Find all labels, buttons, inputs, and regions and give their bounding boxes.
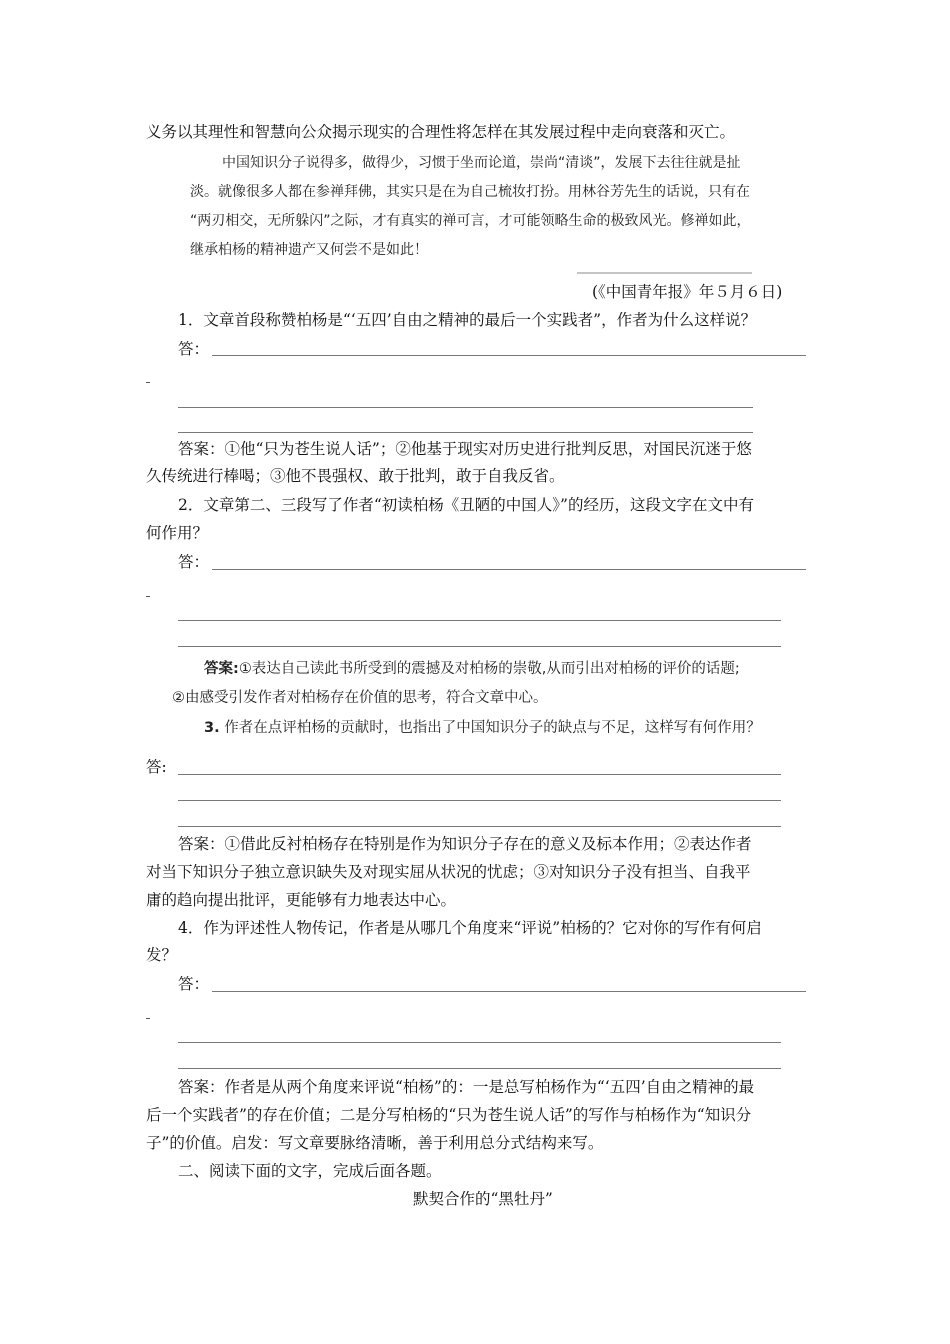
q2-question-1: 2．文章第二、三段写了作者“初读柏杨《丑陋的中国人》”的经历，这段文字在文中有 <box>178 496 754 514</box>
section2-instruction: 二、阅读下面的文字，完成后面各题。 <box>178 1162 442 1180</box>
excerpt-line-1: 中国知识分子说得多，做得少，习惯于坐而论道，崇尚“清谈”，发展下去往往就是扯 <box>222 155 741 171</box>
q2-answer-label: 答： <box>178 553 210 571</box>
q1-answer-1: 答案：①他“只为苍生说人话”；②他基于现实对历史进行批判反思，对国民沉迷于悠 <box>178 440 752 458</box>
q2-answer-line-2[interactable] <box>178 620 781 621</box>
section2-title: 默契合作的“黑牡丹” <box>413 1190 553 1208</box>
q2-answer-line-3[interactable] <box>178 646 781 647</box>
q1-answer-line-1[interactable] <box>212 355 806 356</box>
q1-answer-line-2[interactable] <box>178 407 753 408</box>
q1-answer-label: 答： <box>178 340 210 358</box>
q3-question <box>204 721 761 736</box>
excerpt-line-2: 淡。就像很多人都在参禅拜佛，其实只是在为自己梳妆打扮。用林谷芳先生的话说，只有在 <box>190 184 750 200</box>
q2-answer-line-1[interactable] <box>212 569 806 570</box>
q3-answer-label: 答: <box>146 758 167 776</box>
q4-answer-1: 答案：作者是从两个角度来评说“柏杨”的：一是总写柏杨作为“‘五四’自由之精神的最 <box>178 1078 755 1096</box>
q4-margin-dash <box>146 1018 150 1019</box>
q3-number: 3. <box>204 720 220 736</box>
excerpt-line-3: “两刃相交，无所躲闪”之际，才有真实的禅可言，才可能领略生命的极致风光。修禅如此， <box>190 213 751 229</box>
q1-question: 1．文章首段称赞柏杨是“‘五四’自由之精神的最后一个实践者”，作者为什么这样说？ <box>178 311 757 329</box>
q4-question-2: 发？ <box>146 946 178 964</box>
q1-margin-dash <box>146 382 150 383</box>
q3-answer-line-3[interactable] <box>178 826 781 827</box>
excerpt-line-4: 继承柏杨的精神遗产又何尝不是如此！ <box>190 242 428 258</box>
q4-answer-3: 子”的价值。启发：写文章要脉络清晰，善于利用总分式结构来写。 <box>146 1134 604 1152</box>
q3-answer-2: 对当下知识分子独立意识缺失及对现实屈从状况的忧虑；③对知识分子没有担当、自我平 <box>146 863 751 881</box>
q3-answer-line-2[interactable] <box>178 800 781 801</box>
q4-answer-line-3[interactable] <box>178 1068 781 1069</box>
passage-source: (《中国青年报》年５月６日) <box>592 283 783 301</box>
q1-answer-2: 久传统进行棒喝；③他不畏强权、敢于批判，敢于自我反省。 <box>146 467 565 485</box>
q2-answer-prefix: 答案: <box>204 661 239 677</box>
q4-answer-label: 答： <box>178 975 210 993</box>
q4-answer-line-1[interactable] <box>212 991 806 992</box>
q4-answer-line-2[interactable] <box>178 1042 781 1043</box>
scan-artifact <box>577 272 752 274</box>
q4-question-1: 4．作为评述性人物传记，作者是从哪几个角度来“评说”柏杨的？它对你的写作有何启 <box>178 919 762 937</box>
q3-answer-3: 庸的趋向提出批评，更能够有力地表达中心。 <box>146 891 457 909</box>
q4-answer-2: 后一个实践者”的存在价值；二是分写柏杨的“只为苍生说人话”的写作与柏杨作为“知识分 <box>146 1106 752 1124</box>
q1-answer-line-3[interactable] <box>178 432 753 433</box>
q3-question-text: 作者在点评柏杨的贡献时，也指出了中国知识分子的缺点与不足，这样写有何作用？ <box>219 720 761 736</box>
passage-opening-line: 义务以其理性和智慧向公众揭示现实的合理性将怎样在其发展过程中走向衰落和灭亡。 <box>146 123 736 141</box>
q2-answer-1 <box>204 662 740 677</box>
q2-answer-2: ②由感受引发作者对柏杨存在价值的思考，符合文章中心。 <box>172 690 548 706</box>
q2-answer-1-text: ①表达自己读此书所受到的震撼及对柏杨的崇敬,从而引出对柏杨的评价的话题; <box>238 661 740 677</box>
q3-answer-line-1[interactable] <box>178 774 781 775</box>
q3-answer-1: 答案：①借此反衬柏杨存在特别是作为知识分子存在的意义及标本作用；②表达作者 <box>178 835 752 853</box>
q2-question-2: 何作用？ <box>146 524 209 542</box>
q2-margin-dash <box>146 596 150 597</box>
